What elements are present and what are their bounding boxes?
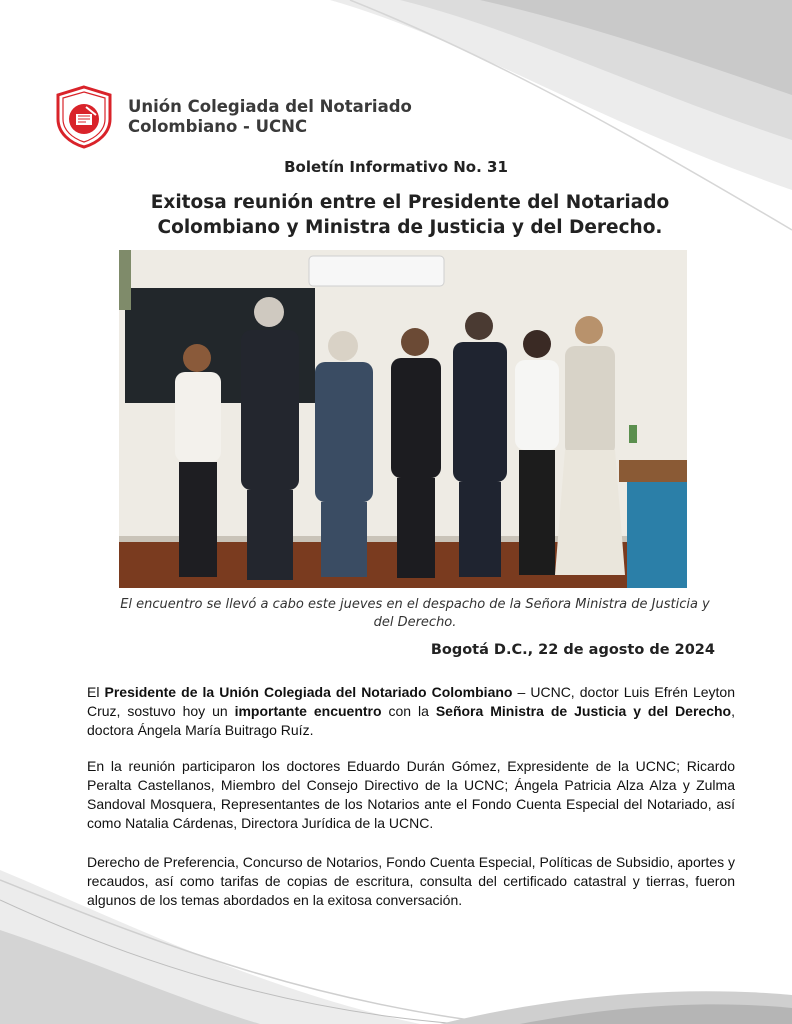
p1-text-4: , doctora Ángela María Buitrago Ruíz. bbox=[87, 703, 735, 738]
paragraph-2: En la reunión participaron los doctores Eduardo Durán Gómez, Expresidente de la UCNC; Ricardo Peralta Castellanos, Miembro del Consejo Directivo de la UCNC; Ángela Patricia Alza Alza y Zulma Sandoval Mosquera, Representantes de los Notarios ante el Fondo Cuenta Especial del Notariado, así como Natalia Cárdenas, Directora Jurídica de la UCNC. bbox=[87, 758, 735, 831]
headline bbox=[80, 190, 740, 240]
p1-bold-2: importante encuentro bbox=[234, 703, 382, 719]
p1-text-3: con la bbox=[381, 703, 436, 719]
p1-text-2: – UCNC, doctor Luis Efrén Leyton Cruz, sostuvo hoy un bbox=[87, 684, 735, 719]
p1-text-1: El bbox=[87, 684, 105, 700]
group-photo-illustration bbox=[119, 250, 687, 588]
p1-bold-1: Presidente de la Unión Colegiada del Notariado Colombiano bbox=[104, 684, 513, 700]
photo-caption bbox=[80, 596, 750, 632]
group-photo bbox=[119, 250, 687, 588]
ucnc-logo-icon bbox=[52, 85, 116, 149]
organization-name-line2: Colombiano - UCNC bbox=[128, 117, 308, 136]
caption-line2: del Derecho. bbox=[373, 615, 457, 630]
headline-line2: Colombiano y Ministra de Justicia y del Derecho. bbox=[157, 217, 663, 238]
organization-name bbox=[128, 97, 412, 137]
paragraph-1 bbox=[87, 683, 735, 740]
header bbox=[52, 85, 412, 149]
p1-bold-3: Señora Ministra de Justicia y del Derecho bbox=[435, 703, 732, 719]
dateline: Bogotá D.C., 22 de agosto de 2024 bbox=[430, 642, 715, 658]
headline-line1: Exitosa reunión entre el Presidente del Notariado bbox=[150, 192, 670, 213]
bulletin-title: Boletín Informativo No. 31 bbox=[284, 158, 508, 176]
paragraph-3: Derecho de Preferencia, Concurso de Notarios, Fondo Cuenta Especial, Políticas de Subsidio, aportes y recaudos, así como tarifas de copias de escritura, consulta del certificado catastral y tierras, fueron algunos de los temas abordados en la exitosa conversación. bbox=[87, 854, 735, 908]
caption-line1: El encuentro se llevó a cabo este jueves en el despacho de la Señora Ministra de Justicia y bbox=[120, 597, 710, 612]
organization-name-line1: Unión Colegiada del Notariado bbox=[128, 97, 412, 116]
